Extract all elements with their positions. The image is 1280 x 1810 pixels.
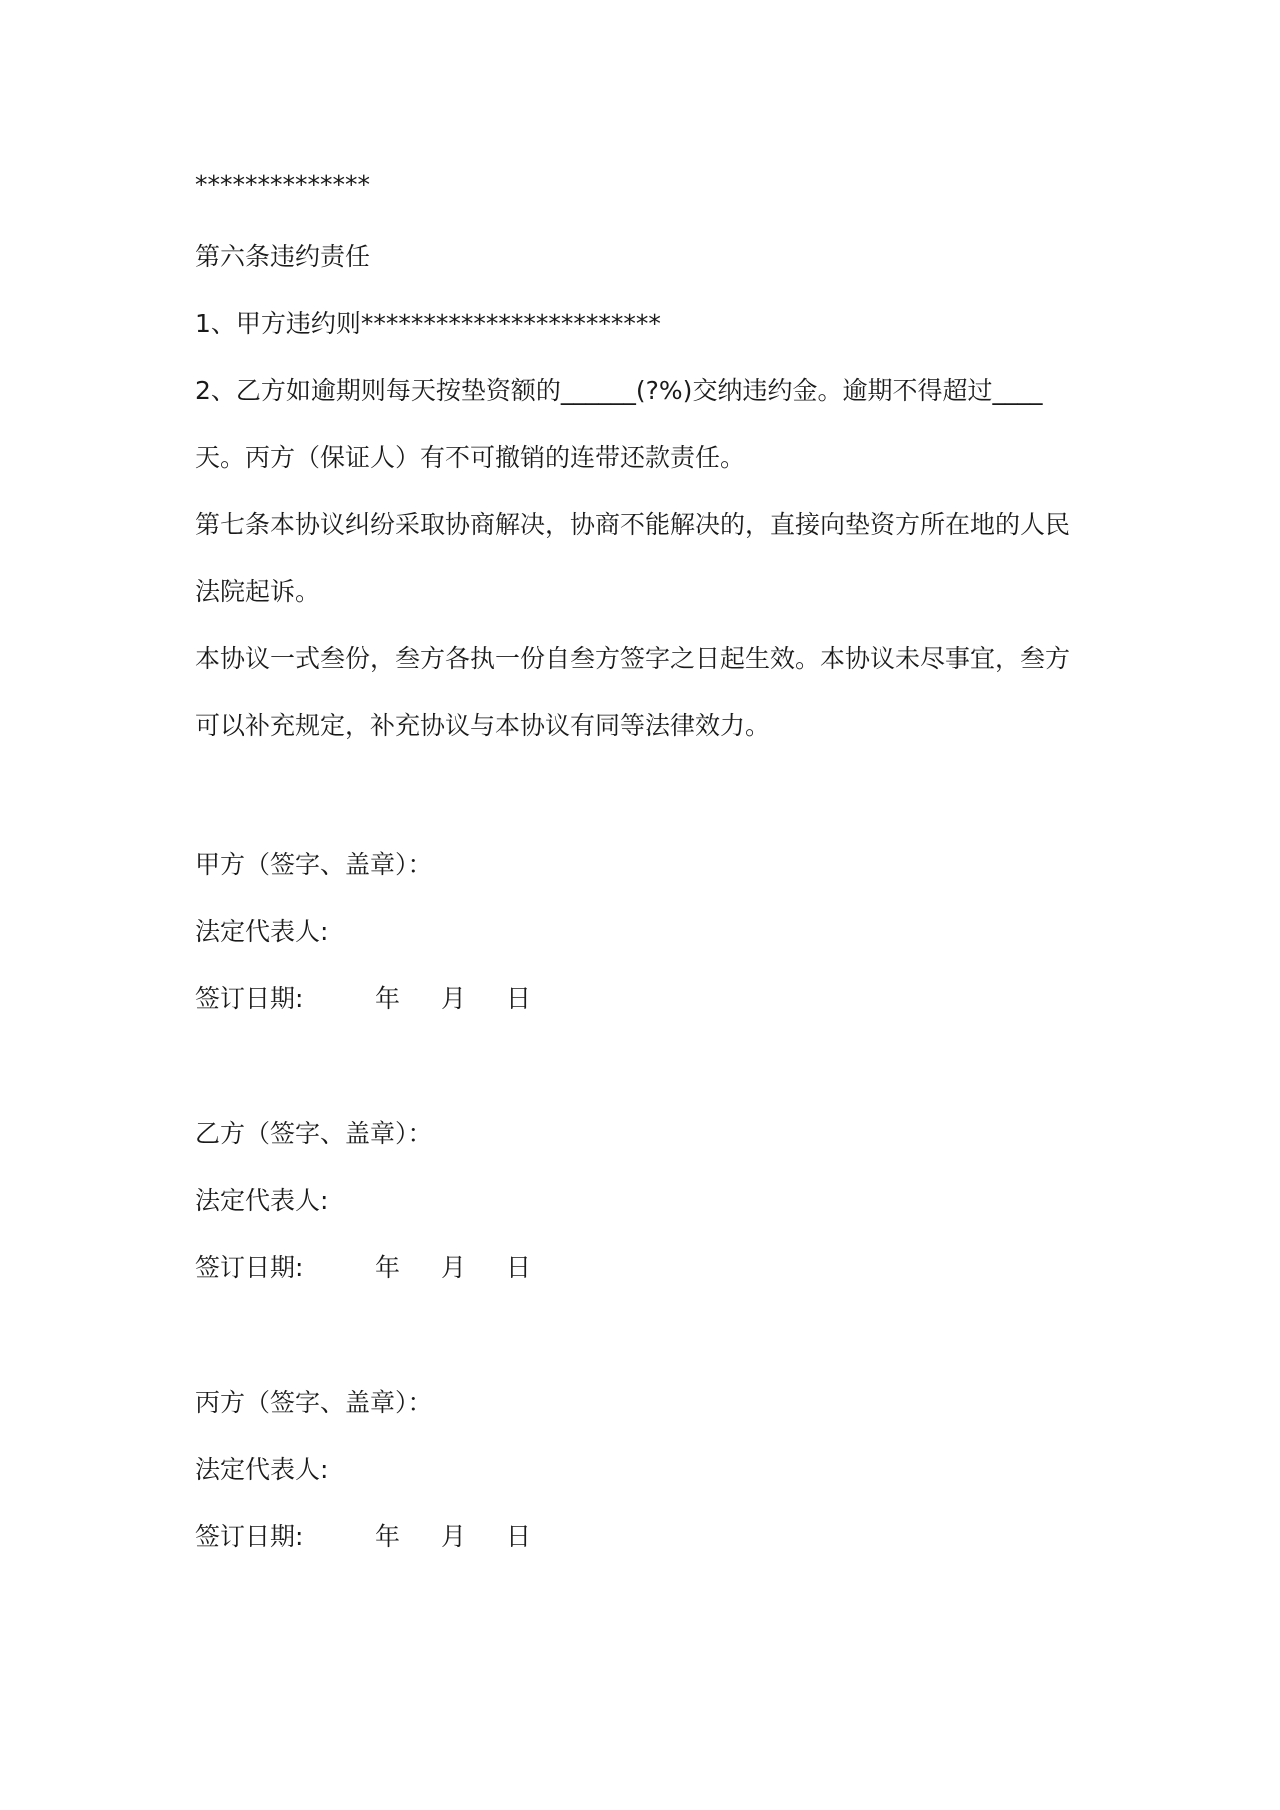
article-7-line-2: 法院起诉。 [195, 577, 321, 606]
asterisk-line: ************** [195, 170, 370, 199]
signing-date-label: 签订日期: [195, 1522, 304, 1551]
year-label: 年 [375, 1522, 401, 1551]
article-7-line-1: 第七条本协议纠纷采取协商解决，协商不能解决的，直接向垫资方所在地的人民 [195, 510, 1071, 539]
clause-2-line-2: 天。丙方（保证人）有不可撤销的连带还款责任。 [195, 443, 746, 472]
effect-line-2: 可以补充规定，补充协议与本协议有同等法律效力。 [195, 711, 771, 740]
day-label: 日 [506, 1522, 532, 1551]
party-c-representative-label: 法定代表人: [195, 1455, 329, 1484]
day-label: 日 [506, 984, 532, 1013]
article-6-title: 第六条违约责任 [195, 242, 371, 271]
year-label: 年 [375, 984, 401, 1013]
party-b-representative-label: 法定代表人: [195, 1186, 329, 1215]
month-label: 月 [441, 1522, 467, 1551]
signing-date-label: 签订日期: [195, 984, 304, 1013]
party-b-signature-label: 乙方（签字、盖章）： [195, 1119, 433, 1148]
clause-2-line-1: 2、乙方如逾期则每天按垫资额的______(?%)交纳违约金。逾期不得超过____ [195, 376, 1043, 405]
clause-1: 1、甲方违约则************************ [195, 309, 661, 338]
party-a-signature-label: 甲方（签字、盖章）： [195, 850, 433, 879]
party-a-representative-label: 法定代表人: [195, 917, 329, 946]
month-label: 月 [441, 984, 467, 1013]
effect-line-1: 本协议一式叁份，叁方各执一份自叁方签字之日起生效。本协议未尽事宜，叁方 [195, 644, 1071, 673]
day-label: 日 [506, 1253, 532, 1282]
party-c-signature-label: 丙方（签字、盖章）： [195, 1388, 433, 1417]
signing-date-label: 签订日期: [195, 1253, 304, 1282]
year-label: 年 [375, 1253, 401, 1282]
month-label: 月 [441, 1253, 467, 1282]
